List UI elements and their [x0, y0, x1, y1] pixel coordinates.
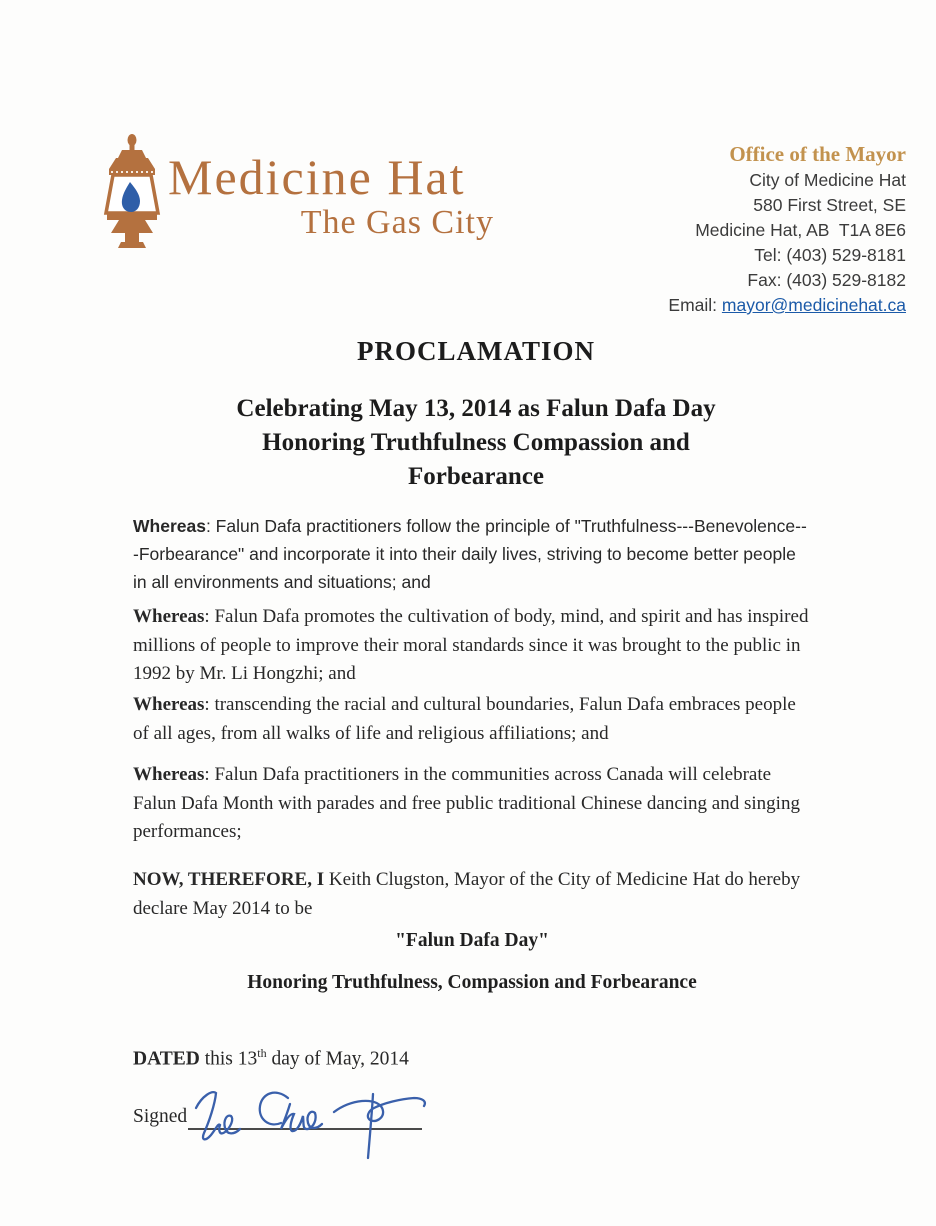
- declaration-text: Keith Clugston, Mayor of the City of Medicine Hat do hereby declare May 2014 to be: [133, 869, 801, 919]
- logo-tagline: The Gas City: [300, 204, 494, 241]
- proclaimed-subtitle: Honoring Truthfulness, Compassion and Forbearance: [247, 972, 697, 993]
- contact-line-fax: Fax: (403) 529-8182: [747, 270, 906, 290]
- proclamation-heading: PROCLAMATION: [357, 336, 595, 366]
- dated-lead: DATED: [133, 1048, 200, 1070]
- dated-pre: this 13: [199, 1048, 258, 1070]
- declaration-paragraph: [133, 866, 811, 923]
- office-title: Office of the Mayor: [729, 142, 906, 166]
- proclaimed-title: "Falun Dafa Day": [395, 930, 549, 951]
- title-line-3: Forbearance: [407, 463, 545, 490]
- contact-line-tel: Tel: (403) 529-8181: [754, 245, 906, 265]
- title-line-1: Celebrating May 13, 2014 as Falun Dafa Day: [236, 395, 716, 422]
- contact-block: [668, 140, 906, 318]
- logo-wordmark: [168, 149, 498, 241]
- declaration-lead: NOW, THEREFORE, I: [133, 869, 325, 890]
- dated-ordinal: th: [257, 1046, 267, 1060]
- whereas-paragraph-3: [133, 691, 811, 748]
- whereas-text: : Falun Dafa promotes the cultivation of body, mind, and spirit and has inspired millions of people to improve their moral standards since it was brought to the public in 1992 by Mr. Li Hongzhi; and: [133, 606, 809, 684]
- whereas-text: : transcending the racial and cultural boundaries, Falun Dafa embraces people of all ages, from all walks of life and religious affiliations; and: [133, 694, 796, 744]
- whereas-text: : Falun Dafa practitioners in the communities across Canada will celebrate Falun Dafa Month with parades and free public traditional Chinese dancing and singing performances;: [133, 764, 800, 842]
- whereas-paragraph-4: [133, 761, 811, 847]
- whereas-lead: Whereas: [133, 764, 205, 785]
- contact-line-organization: City of Medicine Hat: [749, 170, 906, 190]
- whereas-lead: Whereas: [133, 516, 206, 536]
- whereas-lead: Whereas: [133, 606, 205, 627]
- dated-line: [133, 1046, 409, 1071]
- whereas-text: : Falun Dafa practitioners follow the principle of "Truthfulness---Benevolence---Forbearance" and incorporate it into their daily lives, striving to become better people in all environments and situations; and: [133, 516, 807, 592]
- dated-post: day of May, 2014: [266, 1048, 409, 1070]
- whereas-lead: Whereas: [133, 694, 205, 715]
- email-label: Email:: [668, 295, 722, 315]
- title-line-2: Honoring Truthfulness Compassion and: [262, 429, 690, 456]
- whereas-paragraph-1: [133, 512, 811, 596]
- contact-line-street: 580 First Street, SE: [753, 195, 906, 215]
- signed-label: Signed: [133, 1106, 188, 1127]
- contact-line-email: [668, 293, 906, 318]
- contact-line-city: Medicine Hat, AB T1A 8E6: [695, 220, 906, 240]
- email-link[interactable]: mayor@medicinehat.ca: [721, 295, 906, 315]
- whereas-paragraph-2: [133, 603, 811, 689]
- handwritten-signature: [186, 1084, 438, 1160]
- gas-lantern-icon: [100, 133, 164, 251]
- logo-city-name: Medicine Hat: [168, 149, 466, 205]
- document-title: [113, 392, 839, 494]
